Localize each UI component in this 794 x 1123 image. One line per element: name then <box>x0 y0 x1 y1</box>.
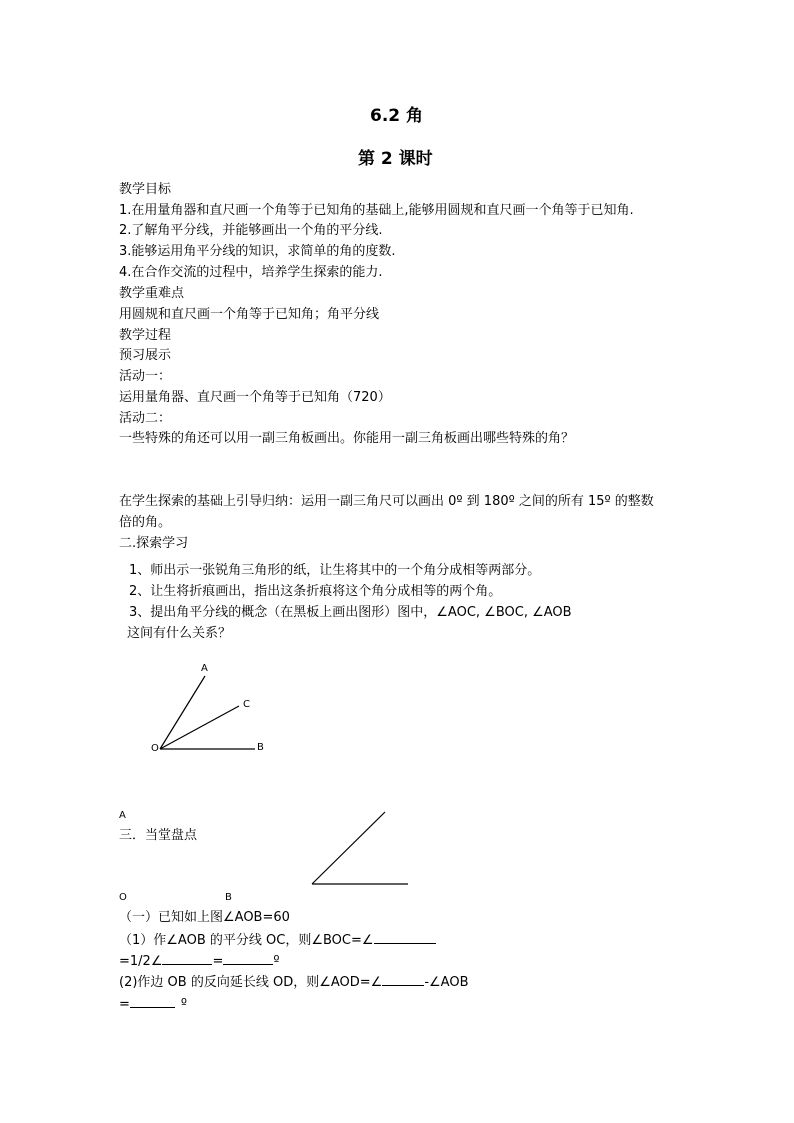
summary-line-2: 倍的角。 <box>119 515 172 530</box>
question-2-text: (2)作边 OB 的反向延长线 OD，则∠AOD=∠ <box>119 975 383 990</box>
fig1-label-o: O <box>151 743 159 754</box>
question-2-line-1 <box>119 973 469 991</box>
key-points: 用圆规和直尺画一个角等于已知角；角平分线 <box>119 307 380 322</box>
question-2-equals: = <box>119 997 130 1012</box>
answer-blank <box>382 973 424 986</box>
question-1-line-1 <box>119 931 436 949</box>
question-1-text: （1）作∠AOB 的平分线 OC，则∠BOC=∠ <box>119 933 374 948</box>
activity1-text: 运用量角器、直尺画一个角等于已知角（720） <box>119 390 391 405</box>
question-2-line-2 <box>119 995 187 1013</box>
section-review: 三．当堂盘点 <box>119 828 198 843</box>
section-explore: 二.探索学习 <box>119 536 189 551</box>
question-intro: （一）已知如上图∠AOB=60 <box>119 910 290 925</box>
explore-item-1: 1、师出示一张锐角三角形的纸，让生将其中的一个角分成相等两部分。 <box>129 563 541 578</box>
objective-1: 1.在用量角器和直尺画一个角等于已知角的基础上,能够用圆规和直尺画一个角等于已知角. <box>119 203 634 218</box>
section-process: 教学过程 <box>119 328 172 343</box>
objective-4: 4.在合作交流的过程中，培养学生探索的能力. <box>119 265 383 280</box>
explore-item-2: 2、让生将折痕画出，指出这条折痕将这个角分成相等的两个角。 <box>129 584 502 599</box>
fig1-label-c: C <box>243 699 250 710</box>
explore-item-4: 这间有什么关系？ <box>127 626 232 641</box>
section-objectives: 教学目标 <box>119 182 172 197</box>
ray-oc <box>160 706 239 749</box>
question-1-equals: = <box>212 954 224 969</box>
activity2-label: 活动二： <box>119 411 172 426</box>
page-subtitle: 第 2 课时 <box>358 149 433 169</box>
section-key: 教学重难点 <box>119 286 185 301</box>
fig1-label-a: A <box>201 663 208 674</box>
fig2-ray-a <box>312 812 385 884</box>
activity2-text: 一些特殊的角还可以用一副三角板画出。你能用一副三角板画出哪些特殊的角？ <box>119 431 575 446</box>
question-2-minus: -∠AOB <box>424 975 469 990</box>
question-1-half-text: =1/2∠ <box>119 954 163 969</box>
objective-3: 3.能够运用角平分线的知识，求简单的角的度数. <box>119 244 396 259</box>
explore-item-3: 3、提出角平分线的概念（在黑板上画出图形）图中，∠AOC, ∠BOC, ∠AOB <box>129 605 572 620</box>
question-1-line-2 <box>119 952 280 970</box>
fig2-label-o: O <box>119 892 127 903</box>
preview-label: 预习展示 <box>119 348 172 363</box>
summary-line-1: 在学生探索的基础上引导归纳：运用一副三角尺可以画出 0º 到 180º 之间的所有 15º 的整数 <box>119 494 654 509</box>
fig2-label-a: A <box>119 810 126 821</box>
answer-blank <box>130 995 175 1008</box>
degree-mark: º <box>180 997 188 1012</box>
ray-oa <box>160 676 205 749</box>
answer-blank <box>223 952 273 965</box>
activity1-label: 活动一： <box>119 369 172 384</box>
answer-blank <box>374 931 436 944</box>
fig2-label-b: B <box>225 892 232 903</box>
degree-mark: º <box>273 954 280 969</box>
fig1-label-b: B <box>257 742 264 753</box>
objective-2: 2.了解角平分线，并能够画出一个角的平分线. <box>119 223 383 238</box>
page-title: 6.2 角 <box>370 106 424 126</box>
answer-blank <box>162 952 212 965</box>
